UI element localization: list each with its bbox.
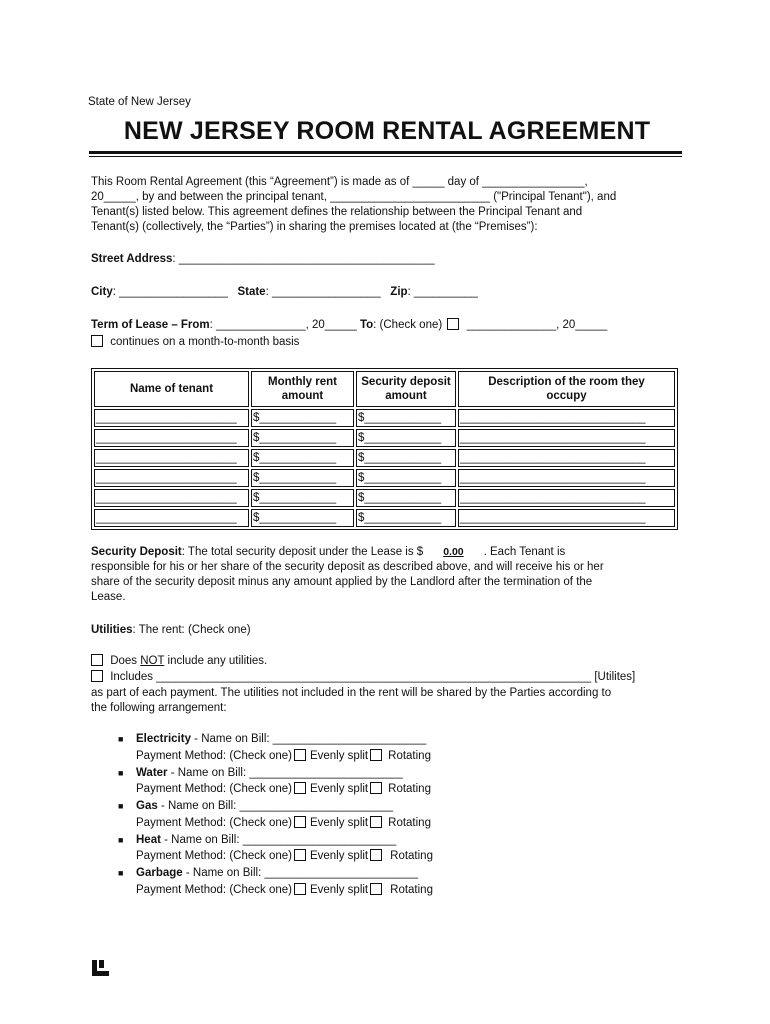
payment-method-row	[136, 782, 431, 797]
payment-method-label: Payment Method: (Check one)	[136, 817, 292, 829]
tenant-name-cell[interactable]: ______________________	[94, 449, 249, 467]
evenly-split-checkbox[interactable]	[294, 849, 306, 861]
evenly-split-checkbox[interactable]	[294, 816, 306, 828]
utility-name: Garbage	[136, 867, 183, 879]
evenly-split-label: Evenly split	[309, 817, 369, 829]
monthly-rent-cell[interactable]: $____________	[251, 409, 354, 427]
term-to-prompt: : (Check one)	[373, 319, 443, 331]
security-deposit-text: : The total security deposit under the Lease is $	[181, 546, 424, 558]
monthly-rent-cell[interactable]: $____________	[251, 489, 354, 507]
no-utilities-checkbox[interactable]	[91, 654, 103, 666]
evenly-split-label: Evenly split	[309, 884, 369, 896]
evenly-split-label: Evenly split	[309, 850, 369, 862]
tenants-table-header	[94, 371, 675, 407]
payment-method-row	[136, 816, 431, 831]
payment-method-label: Payment Method: (Check one)	[136, 850, 292, 862]
payment-method-row	[136, 883, 433, 898]
title-divider-thin	[89, 156, 682, 157]
utilities-row	[91, 623, 251, 638]
name-on-bill-field[interactable]: - Name on Bill: ________________________	[182, 867, 418, 879]
security-deposit-cell[interactable]: $____________	[356, 509, 456, 527]
utility-garbage-row	[136, 866, 418, 881]
payment-method-label: Payment Method: (Check one)	[136, 750, 292, 762]
zip-label: Zip	[390, 286, 408, 298]
table-row	[94, 509, 675, 527]
monthly-rent-cell[interactable]: $____________	[251, 469, 354, 487]
evenly-split-label: Evenly split	[309, 783, 369, 795]
logo-icon	[92, 960, 109, 976]
rotating-label: Rotating	[388, 817, 431, 829]
month-to-month-label: continues on a month-to-month basis	[110, 336, 300, 348]
state-field[interactable]: : _________________	[265, 286, 381, 298]
month-to-month-row	[91, 335, 299, 350]
tenant-name-cell[interactable]: ______________________	[94, 489, 249, 507]
table-row	[94, 449, 675, 467]
intro-line-2: 20_____, by and between the principal tenant, _________________________ ("Principal Tenant"), and	[91, 191, 617, 203]
tenant-name-cell[interactable]: ______________________	[94, 409, 249, 427]
room-description-cell[interactable]: _____________________________	[458, 469, 675, 487]
table-row	[94, 489, 675, 507]
table-row	[94, 429, 675, 447]
rotating-checkbox[interactable]	[370, 749, 382, 761]
security-deposit-amount[interactable]: 0.00	[443, 546, 464, 558]
payment-method-label: Payment Method: (Check one)	[136, 783, 292, 795]
rotating-label: Rotating	[390, 884, 433, 896]
header-name-of-tenant: Name of tenant	[94, 371, 249, 407]
evenly-split-checkbox[interactable]	[294, 782, 306, 794]
utility-gas-row	[136, 799, 393, 814]
utilities-line-4: the following arrangement:	[91, 702, 227, 714]
security-deposit-line-2: responsible for his or her share of the security deposit as described above, and will receive his or her	[91, 561, 604, 573]
term-to-label: To	[359, 319, 374, 331]
security-deposit-cell[interactable]: $____________	[356, 489, 456, 507]
rotating-label: Rotating	[388, 783, 431, 795]
street-address-label: Street Address	[91, 253, 173, 265]
utility-heat-row	[136, 833, 396, 848]
security-deposit-cell[interactable]: $____________	[356, 409, 456, 427]
name-on-bill-field[interactable]: - Name on Bill: ________________________	[160, 834, 397, 846]
intro-line-4: Tenant(s) (collectively, the “Parties”) in sharing the premises located at (the “Premises”):	[91, 221, 538, 233]
payment-method-label: Payment Method: (Check one)	[136, 884, 292, 896]
evenly-split-label: Evenly split	[309, 750, 369, 762]
security-deposit-text-after: . Each Tenant is	[483, 546, 566, 558]
utilities-option-none	[91, 654, 267, 669]
includes-utilities-checkbox[interactable]	[91, 670, 103, 682]
table-row	[94, 469, 675, 487]
term-to-date-field[interactable]: ______________, 20_____	[466, 319, 608, 331]
monthly-rent-cell[interactable]: $____________	[251, 449, 354, 467]
utility-electricity-row	[136, 732, 426, 747]
utility-name: Gas	[136, 800, 158, 812]
tenant-name-cell[interactable]: ______________________	[94, 429, 249, 447]
utilities-option-includes	[91, 670, 635, 685]
utility-water-row	[136, 766, 403, 781]
room-description-cell[interactable]: _____________________________	[458, 449, 675, 467]
bullet-icon: ■	[118, 734, 124, 744]
includes-utilities-field[interactable]: Includes ____________________________________________________________________ [Utilites]	[110, 671, 636, 683]
term-from-field[interactable]: : ______________, 20_____	[209, 319, 357, 331]
city-label: City	[91, 286, 113, 298]
tenant-name-cell[interactable]: ______________________	[94, 509, 249, 527]
payment-method-row	[136, 749, 431, 764]
utilities-label: Utilities	[91, 624, 133, 636]
table-row	[94, 409, 675, 427]
no-utilities-label-post: include any utilities.	[164, 655, 268, 667]
utility-name: Electricity	[136, 733, 191, 745]
bullet-icon: ■	[118, 801, 124, 811]
header-monthly-rent: Monthly rent amount	[251, 371, 354, 407]
utility-name: Water	[136, 767, 168, 779]
street-address-row	[91, 252, 435, 267]
page-title: NEW JERSEY ROOM RENTAL AGREEMENT	[123, 117, 651, 145]
no-utilities-label-pre: Does	[110, 655, 141, 667]
term-end-date-checkbox[interactable]	[447, 318, 459, 330]
payment-method-row	[136, 849, 433, 864]
tenants-table	[91, 368, 678, 530]
state-field-label: State	[237, 286, 266, 298]
security-deposit-cell[interactable]: $____________	[356, 469, 456, 487]
header-security-deposit: Security deposit amount	[356, 371, 456, 407]
term-row	[91, 318, 607, 333]
bullet-icon: ■	[118, 868, 124, 878]
evenly-split-checkbox[interactable]	[294, 749, 306, 761]
street-address-field[interactable]: : ________________________________________	[172, 253, 435, 265]
zip-field[interactable]: : __________	[407, 286, 478, 298]
monthly-rent-cell[interactable]: $____________	[251, 429, 354, 447]
utility-name: Heat	[136, 834, 161, 846]
term-label: Term of Lease – From	[91, 319, 210, 331]
security-deposit-cell[interactable]: $____________	[356, 449, 456, 467]
header-room-description: Description of the room they occupy	[458, 371, 675, 407]
title-divider	[89, 151, 682, 154]
bullet-icon: ■	[118, 768, 124, 778]
state-label: State of New Jersey	[88, 96, 191, 108]
security-deposit-label: Security Deposit	[91, 546, 182, 558]
intro-line-1: This Room Rental Agreement (this “Agreement”) is made as of _____ day of ________________,	[91, 176, 588, 188]
utilities-line-3: as part of each payment. The utilities not included in the rent will be shared by the Parties according to	[91, 687, 612, 699]
room-description-cell[interactable]: _____________________________	[458, 409, 675, 427]
no-utilities-not: NOT	[140, 655, 165, 667]
month-to-month-checkbox[interactable]	[91, 335, 103, 347]
name-on-bill-field[interactable]: - Name on Bill: ________________________	[157, 800, 394, 812]
city-field[interactable]: : _________________	[112, 286, 228, 298]
bullet-icon: ■	[118, 835, 124, 845]
monthly-rent-cell[interactable]: $____________	[251, 509, 354, 527]
city-state-zip-row	[91, 285, 478, 300]
security-deposit-line-4: Lease.	[91, 591, 126, 603]
rotating-checkbox[interactable]	[370, 883, 382, 895]
security-deposit-line-1	[91, 545, 565, 560]
intro-line-3: Tenant(s) listed below. This agreement defines the relationship between the Principal Tenant and	[91, 206, 583, 218]
name-on-bill-field[interactable]: - Name on Bill: ________________________	[167, 767, 403, 779]
evenly-split-checkbox[interactable]	[294, 883, 306, 895]
rotating-label: Rotating	[388, 750, 431, 762]
rotating-checkbox[interactable]	[370, 849, 382, 861]
rotating-label: Rotating	[390, 850, 433, 862]
room-description-cell[interactable]: _____________________________	[458, 429, 675, 447]
tenant-name-cell[interactable]: ______________________	[94, 469, 249, 487]
room-description-cell[interactable]: _____________________________	[458, 509, 675, 527]
utilities-prompt: : The rent: (Check one)	[132, 624, 251, 636]
security-deposit-cell[interactable]: $____________	[356, 429, 456, 447]
rotating-checkbox[interactable]	[370, 816, 382, 828]
security-deposit-line-3: share of the security deposit minus any amount applied by the Landlord after the termination of the	[91, 576, 593, 588]
room-description-cell[interactable]: _____________________________	[458, 489, 675, 507]
name-on-bill-field[interactable]: - Name on Bill: ________________________	[190, 733, 427, 745]
rotating-checkbox[interactable]	[370, 782, 382, 794]
